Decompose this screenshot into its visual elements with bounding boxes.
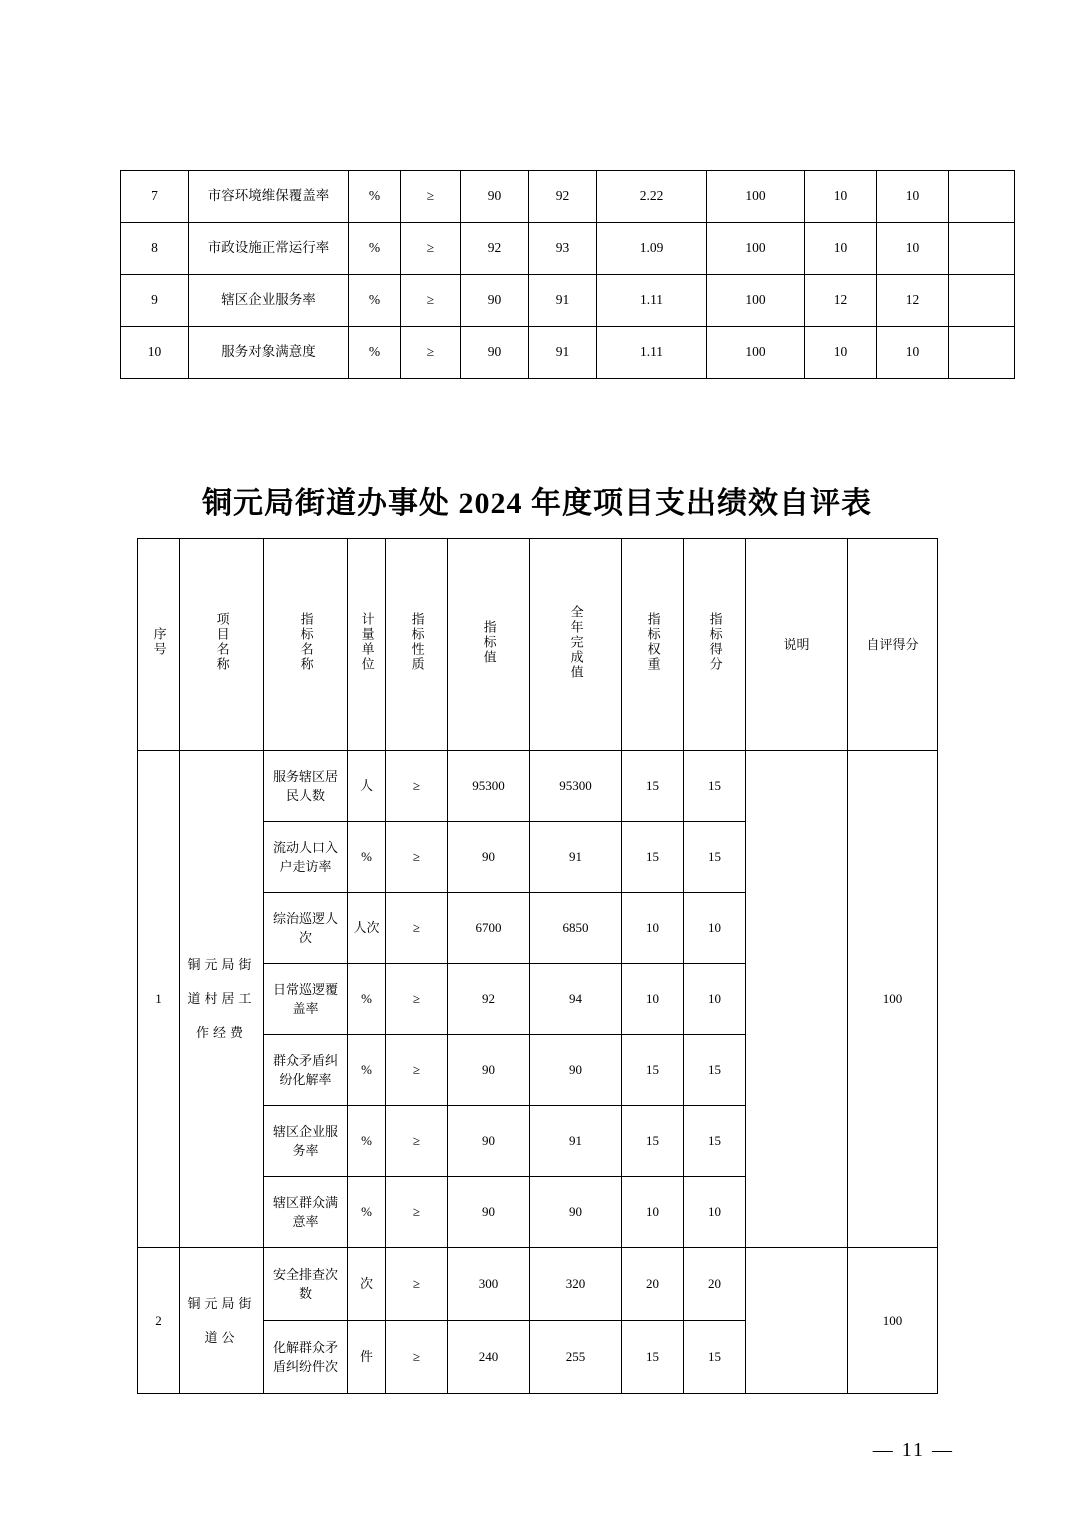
- cell-target: 6700: [448, 893, 530, 964]
- cell-weight: 12: [805, 275, 877, 327]
- cell-weight: 10: [805, 327, 877, 379]
- cell-target: 90: [448, 1177, 530, 1248]
- table-row: [121, 275, 1015, 327]
- cell-unit: 件: [348, 1321, 386, 1394]
- cell-unit: %: [349, 275, 401, 327]
- header-seq: 序号: [138, 539, 180, 751]
- cell-actual: 91: [530, 1106, 622, 1177]
- cell-nature: ≥: [386, 893, 448, 964]
- cell-nature: ≥: [386, 1177, 448, 1248]
- cell-unit: %: [349, 171, 401, 223]
- cell-deviation: 1.11: [597, 275, 707, 327]
- cell-nature: ≥: [386, 751, 448, 822]
- cell-unit: %: [348, 964, 386, 1035]
- cell-indicator: 化解群众矛盾纠纷件次: [264, 1321, 348, 1394]
- header-unit: 计量单位: [348, 539, 386, 751]
- cell-target: 90: [461, 275, 529, 327]
- table-row: [138, 1248, 938, 1321]
- cell-unit: 次: [348, 1248, 386, 1321]
- header-self-score: 自评得分: [848, 539, 938, 751]
- header-nature: 指标性质: [386, 539, 448, 751]
- cell-target: 90: [448, 1035, 530, 1106]
- cell-actual: 90: [530, 1177, 622, 1248]
- table-row: [121, 327, 1015, 379]
- cell-note: [949, 171, 1015, 223]
- cell-project-name: 铜元局街道村居工作经费: [180, 751, 264, 1248]
- header-note: 说明: [746, 539, 848, 751]
- cell-actual: 91: [529, 327, 597, 379]
- cell-seq: 1: [138, 751, 180, 1248]
- cell-score: 20: [684, 1248, 746, 1321]
- cell-nature: ≥: [401, 275, 461, 327]
- cell-note: [949, 223, 1015, 275]
- cell-indicator: 辖区企业服务率: [264, 1106, 348, 1177]
- cell-weight: 15: [622, 1321, 684, 1394]
- cell-weight: 10: [805, 223, 877, 275]
- cell-indicator: 流动人口入户走访率: [264, 822, 348, 893]
- cell-deviation: 2.22: [597, 171, 707, 223]
- cell-weight: 10: [805, 171, 877, 223]
- header-weight: 指标权重: [622, 539, 684, 751]
- cell-actual: 93: [529, 223, 597, 275]
- cell-weight: 15: [622, 751, 684, 822]
- cell-target: 90: [448, 822, 530, 893]
- table-row: [121, 171, 1015, 223]
- cell-score: 10: [684, 964, 746, 1035]
- cell-score: 10: [684, 893, 746, 964]
- cell-note: [746, 751, 848, 1248]
- cell-score: 15: [684, 751, 746, 822]
- cell-indicator: 安全排查次数: [264, 1248, 348, 1321]
- cell-seq: 9: [121, 275, 189, 327]
- header-project-name: 项目名称: [180, 539, 264, 751]
- cell-score: 15: [684, 1321, 746, 1394]
- performance-table-continued: [120, 170, 1015, 379]
- cell-deviation: 1.09: [597, 223, 707, 275]
- cell-actual: 91: [529, 275, 597, 327]
- header-indicator-name: 指标名称: [264, 539, 348, 751]
- cell-actual: 6850: [530, 893, 622, 964]
- cell-target: 95300: [448, 751, 530, 822]
- cell-target: 240: [448, 1321, 530, 1394]
- cell-deviation: 1.11: [597, 327, 707, 379]
- cell-unit: %: [349, 223, 401, 275]
- cell-indicator: 日常巡逻覆盖率: [264, 964, 348, 1035]
- table-row: [138, 751, 938, 822]
- table-row: [121, 223, 1015, 275]
- cell-indicator: 市容环境维保覆盖率: [189, 171, 349, 223]
- cell-score: 15: [684, 1035, 746, 1106]
- cell-target: 90: [461, 327, 529, 379]
- cell-indicator: 综治巡逻人次: [264, 893, 348, 964]
- cell-target: 300: [448, 1248, 530, 1321]
- cell-weight: 15: [622, 822, 684, 893]
- cell-indicator: 群众矛盾纠纷化解率: [264, 1035, 348, 1106]
- cell-weight: 10: [622, 964, 684, 1035]
- cell-nature: ≥: [386, 1035, 448, 1106]
- page-title: 铜元局街道办事处 2024 年度项目支出绩效自评表: [202, 487, 872, 520]
- cell-unit: %: [348, 1106, 386, 1177]
- cell-seq: 10: [121, 327, 189, 379]
- table-header-row: [138, 539, 938, 751]
- cell-nature: ≥: [401, 171, 461, 223]
- page-number: — 11 —: [872, 1439, 954, 1461]
- cell-actual: 91: [530, 822, 622, 893]
- cell-nature: ≥: [386, 822, 448, 893]
- cell-unit: 人次: [348, 893, 386, 964]
- cell-actual: 320: [530, 1248, 622, 1321]
- cell-unit: %: [348, 1177, 386, 1248]
- cell-seq: 8: [121, 223, 189, 275]
- cell-score: 15: [684, 1106, 746, 1177]
- cell-note: [746, 1248, 848, 1394]
- cell-actual: 255: [530, 1321, 622, 1394]
- project-performance-self-evaluation-table: [137, 538, 938, 1394]
- cell-target: 90: [448, 1106, 530, 1177]
- header-indicator-score: 指标得分: [684, 539, 746, 751]
- cell-score: 10: [684, 1177, 746, 1248]
- cell-nature: ≥: [386, 1106, 448, 1177]
- cell-project-name: 铜元局街道公: [180, 1248, 264, 1394]
- cell-self-score: 100: [848, 1248, 938, 1394]
- cell-unit: 人: [348, 751, 386, 822]
- cell-score: 10: [877, 171, 949, 223]
- cell-target: 92: [461, 223, 529, 275]
- cell-actual: 95300: [530, 751, 622, 822]
- header-target-value: 指标值: [448, 539, 530, 751]
- cell-note: [949, 275, 1015, 327]
- cell-target: 92: [448, 964, 530, 1035]
- cell-rate: 100: [707, 223, 805, 275]
- cell-score: 10: [877, 223, 949, 275]
- cell-rate: 100: [707, 275, 805, 327]
- cell-rate: 100: [707, 171, 805, 223]
- cell-weight: 10: [622, 1177, 684, 1248]
- cell-score: 15: [684, 822, 746, 893]
- cell-nature: ≥: [386, 1321, 448, 1394]
- cell-actual: 94: [530, 964, 622, 1035]
- cell-unit: %: [348, 1035, 386, 1106]
- header-actual-value: 全年完成值: [530, 539, 622, 751]
- cell-indicator: 辖区群众满意率: [264, 1177, 348, 1248]
- cell-indicator: 服务对象满意度: [189, 327, 349, 379]
- cell-score: 10: [877, 327, 949, 379]
- cell-indicator: 辖区企业服务率: [189, 275, 349, 327]
- cell-self-score: 100: [848, 751, 938, 1248]
- cell-indicator: 服务辖区居民人数: [264, 751, 348, 822]
- cell-indicator: 市政设施正常运行率: [189, 223, 349, 275]
- cell-score: 12: [877, 275, 949, 327]
- cell-nature: ≥: [386, 1248, 448, 1321]
- cell-weight: 20: [622, 1248, 684, 1321]
- cell-weight: 10: [622, 893, 684, 964]
- cell-unit: %: [349, 327, 401, 379]
- cell-note: [949, 327, 1015, 379]
- cell-actual: 90: [530, 1035, 622, 1106]
- cell-unit: %: [348, 822, 386, 893]
- cell-target: 90: [461, 171, 529, 223]
- cell-actual: 92: [529, 171, 597, 223]
- cell-seq: 2: [138, 1248, 180, 1394]
- cell-nature: ≥: [386, 964, 448, 1035]
- cell-rate: 100: [707, 327, 805, 379]
- cell-nature: ≥: [401, 327, 461, 379]
- cell-nature: ≥: [401, 223, 461, 275]
- cell-seq: 7: [121, 171, 189, 223]
- cell-weight: 15: [622, 1106, 684, 1177]
- cell-weight: 15: [622, 1035, 684, 1106]
